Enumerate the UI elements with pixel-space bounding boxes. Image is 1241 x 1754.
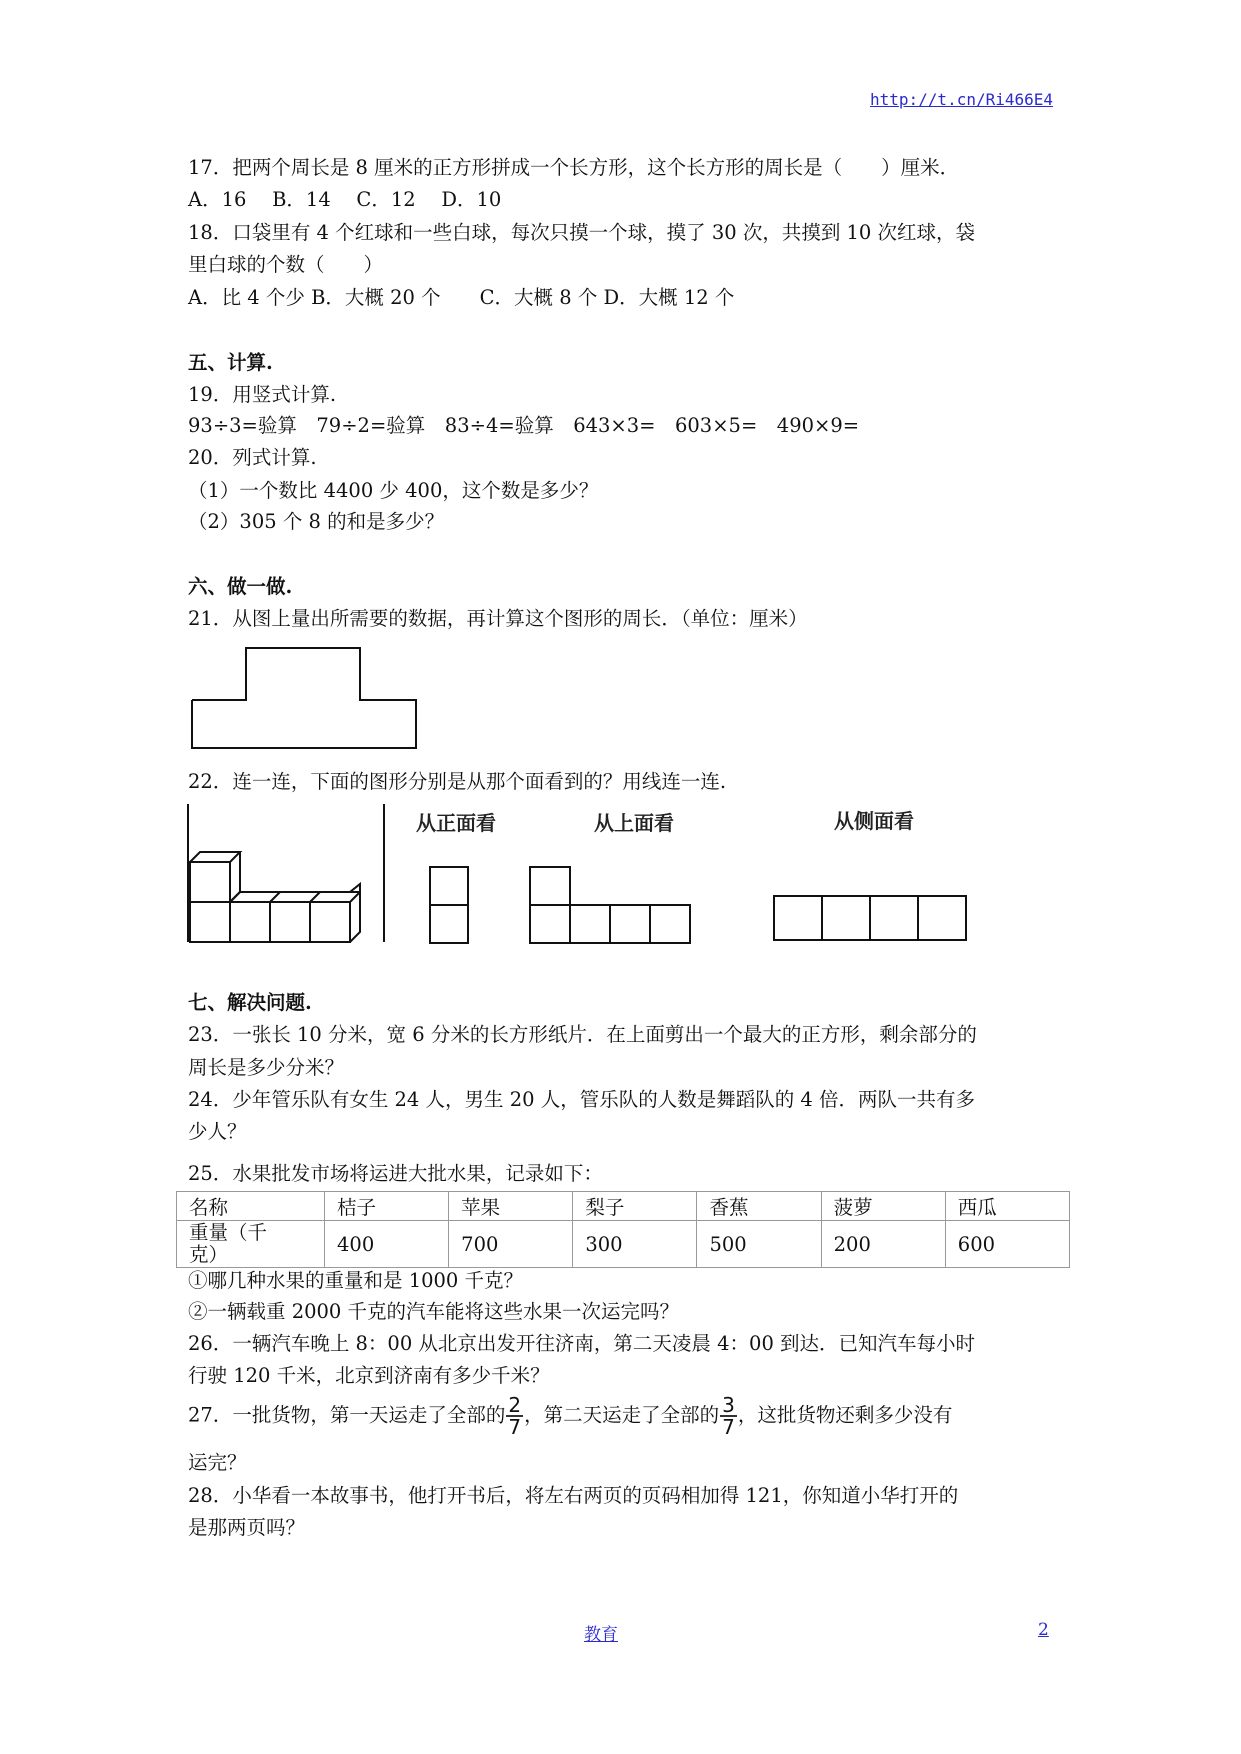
question-18-line2: 里白球的个数（ ） [188, 253, 384, 276]
table-cell: 桔子 [325, 1192, 449, 1221]
fraction-numerator: 3 [722, 1393, 735, 1417]
question-27-line1 [188, 1395, 952, 1437]
question-18-line1: 18．口袋里有 4 个红球和一些白球，每次只摸一个球，摸了 30 次，共摸到 10 次红球，袋 [188, 221, 976, 244]
question-19-expressions: 93÷3=验算 79÷2=验算 83÷4=验算 643×3= 603×5= 490×9= [188, 414, 860, 437]
fraction-numerator: 2 [508, 1393, 522, 1417]
question-27-part2: ，第二天运走了全部的 [524, 1403, 720, 1427]
table-row [177, 1221, 1070, 1268]
view-option-2 [530, 867, 690, 943]
question-28-line1: 28．小华看一本故事书，他打开书后，将左右两页的页码相加得 121，你知道小华打开的 [188, 1484, 959, 1507]
question-28-line2: 是那两页吗？ [188, 1516, 306, 1539]
question-27-line2: 运完？ [188, 1451, 247, 1474]
fraction-two-sevenths [506, 1395, 523, 1437]
table-cell: 700 [449, 1221, 573, 1268]
question-25-sub2: ②一辆载重 2000 千克的汽车能将这些水果一次运完吗？ [188, 1300, 680, 1323]
cube-stack-3d [190, 852, 360, 942]
weight-label-line1: 重量（千 [189, 1221, 268, 1244]
header-link[interactable]: http://t.cn/Ri466E4 [870, 90, 1054, 109]
question-20-sub1: （1）一个数比 4400 少 400，这个数是多少？ [188, 479, 599, 502]
footer-text[interactable]: 教育 [584, 1625, 618, 1645]
section-7-title: 七、解决问题. [188, 991, 312, 1014]
question-25: 25．水果批发市场将运进大批水果，记录如下： [188, 1162, 603, 1185]
question-17: 17．把两个周长是 8 厘米的正方形拼成一个长方形，这个长方形的周长是（ ）厘米． [188, 156, 960, 179]
table-cell: 香蕉 [697, 1192, 821, 1221]
table-cell: 300 [573, 1221, 697, 1268]
question-20: 20．列式计算. [188, 446, 317, 469]
question-27-part1: 27．一批货物，第一天运走了全部的 [188, 1403, 506, 1427]
question-24-line2: 少人？ [188, 1120, 247, 1143]
table-cell: 500 [697, 1221, 821, 1268]
question-23-line1: 23．一张长 10 分米，宽 6 分米的长方形纸片．在上面剪出一个最大的正方形，剩余部分的 [188, 1023, 977, 1046]
table-cell: 梨子 [573, 1192, 697, 1221]
question-26-line2: 行驶 120 千米，北京到济南有多少千米？ [188, 1364, 550, 1387]
page-number: 2 [1038, 1620, 1049, 1640]
section-6-title: 六、做一做. [188, 575, 293, 598]
question-23-line2: 周长是多少分米？ [188, 1056, 345, 1079]
table-cell [177, 1221, 325, 1268]
question-24-line1: 24．少年管乐队有女生 24 人，男生 20 人，管乐队的人数是舞蹈队的 4 倍．两队一共有多 [188, 1088, 976, 1111]
table-cell: 菠萝 [821, 1192, 945, 1221]
question-22: 22．连一连，下面的图形分别是从那个面看到的？用线连一连. [188, 770, 727, 793]
label-top-view: 从上面看 [594, 811, 674, 835]
label-front-view: 从正面看 [416, 811, 496, 835]
fraction-denominator: 7 [508, 1415, 522, 1439]
three-views-figure [180, 800, 980, 950]
perimeter-figure [186, 640, 426, 752]
question-20-sub2: （2）305 个 8 的和是多少？ [188, 510, 445, 533]
question-21: 21．从图上量出所需要的数据，再计算这个图形的周长．（单位：厘米） [188, 607, 808, 630]
table-cell: 400 [325, 1221, 449, 1268]
fruit-table [176, 1191, 1070, 1268]
question-19: 19．用竖式计算. [188, 383, 337, 406]
table-cell: 西瓜 [945, 1192, 1069, 1221]
question-17-options: A．16 B．14 C．12 D．10 [188, 188, 502, 211]
question-18-options: A．比 4 个少 B．大概 20 个 C．大概 8 个 D．大概 12 个 [188, 286, 735, 309]
fraction-three-sevenths [720, 1395, 737, 1437]
view-option-3 [774, 896, 966, 940]
table-cell: 名称 [177, 1192, 325, 1221]
label-side-view: 从侧面看 [834, 809, 914, 833]
fraction-denominator: 7 [722, 1415, 735, 1439]
question-25-sub1: ①哪几种水果的重量和是 1000 千克？ [188, 1269, 524, 1292]
table-cell: 苹果 [449, 1192, 573, 1221]
section-5-title: 五、计算. [188, 351, 273, 374]
table-cell: 200 [821, 1221, 945, 1268]
table-row [177, 1192, 1070, 1221]
weight-label-line2: 克） [189, 1243, 229, 1266]
question-27-part3: ，这批货物还剩多少没有 [737, 1403, 953, 1427]
table-cell: 600 [945, 1221, 1069, 1268]
view-option-1 [430, 867, 468, 943]
question-26-line1: 26．一辆汽车晚上 8：00 从北京出发开往济南，第二天凌晨 4：00 到达．已知汽车每小时 [188, 1332, 976, 1355]
